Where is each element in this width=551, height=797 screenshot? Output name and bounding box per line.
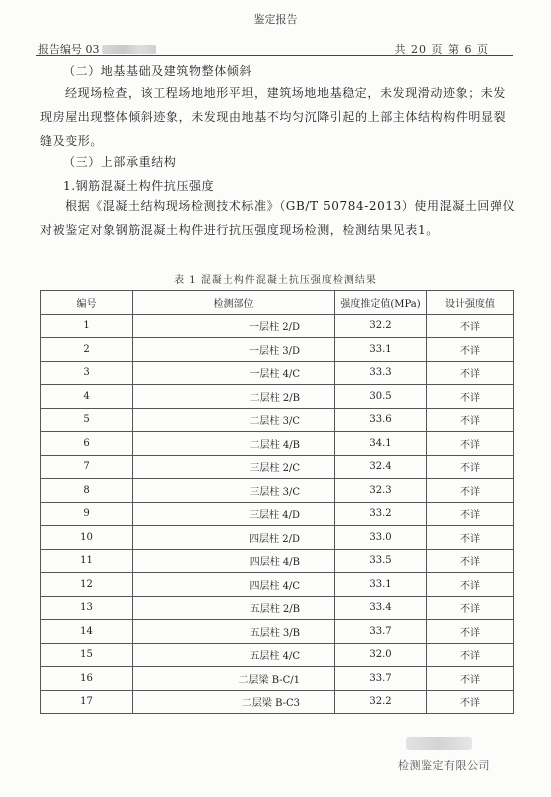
cell-location: 一层柱 3/D: [133, 338, 335, 362]
table-row: [41, 502, 514, 526]
cell-number: 16: [41, 667, 133, 691]
cell-number: 14: [41, 620, 133, 644]
cell-location: 五层柱 4/C: [133, 643, 335, 667]
cell-design: 不详: [427, 667, 514, 691]
cell-number: 6: [41, 432, 133, 456]
cell-number: 17: [41, 690, 133, 714]
header-design-strength: 设计强度值: [427, 291, 514, 315]
report-header-title: 鉴定报告: [253, 13, 298, 26]
header-number: 编号: [41, 291, 133, 315]
cell-number: 8: [41, 479, 133, 503]
cell-location: 五层柱 2/B: [133, 596, 335, 620]
cell-location: 四层柱 4/B: [133, 549, 335, 573]
cell-location: 四层柱 2/D: [133, 526, 335, 550]
page-info: 共 20 页 第 6 页: [394, 43, 489, 56]
cell-design: 不详: [427, 643, 514, 667]
table-row: [41, 690, 514, 714]
table-row: [41, 549, 514, 573]
cell-location: 二层梁 B-C/1: [133, 667, 335, 691]
cell-design: 不详: [427, 455, 514, 479]
cell-location: 一层柱 2/D: [133, 314, 335, 338]
header-location: 检测部位: [133, 291, 335, 315]
cell-number: 3: [41, 361, 133, 385]
table-row: [41, 643, 514, 667]
cell-number: 1: [41, 314, 133, 338]
section-heading-foundation: （二）地基基础及建筑物整体倾斜: [63, 64, 253, 78]
cell-location: 二层柱 3/C: [133, 408, 335, 432]
cell-strength: 34.1: [335, 432, 427, 456]
cell-strength: 32.3: [335, 479, 427, 503]
table-row: [41, 408, 514, 432]
footer-company-name: 检测鉴定有限公司: [398, 759, 490, 772]
cell-design: 不详: [427, 338, 514, 362]
cell-strength: 33.4: [335, 596, 427, 620]
cell-strength: 32.4: [335, 455, 427, 479]
cell-design: 不详: [427, 690, 514, 714]
cell-design: 不详: [427, 502, 514, 526]
table-row: [41, 620, 514, 644]
redacted-report-number: [102, 45, 156, 54]
cell-location: 一层柱 4/C: [133, 361, 335, 385]
cell-location: 三层柱 3/C: [133, 479, 335, 503]
cell-location: 四层柱 4/C: [133, 573, 335, 597]
strength-table: [40, 290, 514, 714]
section-heading-structure: （三）上部承重结构: [63, 155, 177, 169]
cell-design: 不详: [427, 385, 514, 409]
cell-number: 7: [41, 455, 133, 479]
cell-design: 不详: [427, 549, 514, 573]
cell-strength: 32.2: [335, 690, 427, 714]
cell-number: 11: [41, 549, 133, 573]
cell-number: 4: [41, 385, 133, 409]
table-row: [41, 455, 514, 479]
cell-location: 二层梁 B-C3: [133, 690, 335, 714]
table-row: [41, 361, 514, 385]
cell-number: 15: [41, 643, 133, 667]
table-row: [41, 432, 514, 456]
cell-location: 三层柱 4/D: [133, 502, 335, 526]
cell-design: 不详: [427, 526, 514, 550]
cell-design: 不详: [427, 432, 514, 456]
cell-strength: 33.1: [335, 338, 427, 362]
cell-design: 不详: [427, 573, 514, 597]
table-row: [41, 526, 514, 550]
paragraph-concrete-strength: 根据《混凝土结构现场检测技术标准》（GB/T 50784-2013）使用混凝土回弹仪对被鉴定对象钢筋混凝土构件进行抗压强度现场检测，检测结果见表1。: [40, 199, 516, 237]
table-row: [41, 338, 514, 362]
cell-number: 5: [41, 408, 133, 432]
table-row: [41, 573, 514, 597]
report-number-label: 报告编号 03: [38, 43, 100, 56]
table-row: [41, 314, 514, 338]
cell-strength: 33.5: [335, 549, 427, 573]
cell-strength: 32.2: [335, 314, 427, 338]
cell-location: 二层柱 2/B: [133, 385, 335, 409]
header-divider: [36, 55, 513, 56]
cell-strength: 32.0: [335, 643, 427, 667]
table-caption: 表 1 混凝土构件混凝土抗压强度检测结果: [174, 275, 377, 286]
redacted-company-name: [406, 737, 472, 750]
cell-design: 不详: [427, 408, 514, 432]
cell-strength: 33.6: [335, 408, 427, 432]
subheading-concrete-strength: 1.钢筋混凝土构件抗压强度: [63, 179, 215, 193]
paragraph-foundation: 经现场检查，该工程场地地形平坦，建筑场地地基稳定，未发现滑动迹象；未发现房屋出现整体倾斜迹象，未发现由地基不均匀沉降引起的上部主体结构构件明显裂缝及变形。: [40, 86, 507, 148]
cell-design: 不详: [427, 361, 514, 385]
cell-location: 五层柱 3/B: [133, 620, 335, 644]
cell-location: 二层柱 4/B: [133, 432, 335, 456]
table-row: [41, 479, 514, 503]
cell-strength: 33.7: [335, 620, 427, 644]
table-row: [41, 596, 514, 620]
cell-strength: 33.1: [335, 573, 427, 597]
cell-design: 不详: [427, 314, 514, 338]
cell-number: 2: [41, 338, 133, 362]
cell-number: 13: [41, 596, 133, 620]
cell-design: 不详: [427, 620, 514, 644]
table-header-row: [41, 291, 514, 315]
header-estimated-strength: 强度推定值(MPa): [335, 291, 427, 315]
cell-strength: 30.5: [335, 385, 427, 409]
cell-number: 10: [41, 526, 133, 550]
cell-strength: 33.2: [335, 502, 427, 526]
cell-strength: 33.0: [335, 526, 427, 550]
cell-number: 9: [41, 502, 133, 526]
cell-strength: 33.3: [335, 361, 427, 385]
table-row: [41, 667, 514, 691]
cell-number: 12: [41, 573, 133, 597]
table-row: [41, 385, 514, 409]
cell-strength: 33.7: [335, 667, 427, 691]
cell-design: 不详: [427, 479, 514, 503]
cell-location: 三层柱 2/C: [133, 455, 335, 479]
cell-design: 不详: [427, 596, 514, 620]
